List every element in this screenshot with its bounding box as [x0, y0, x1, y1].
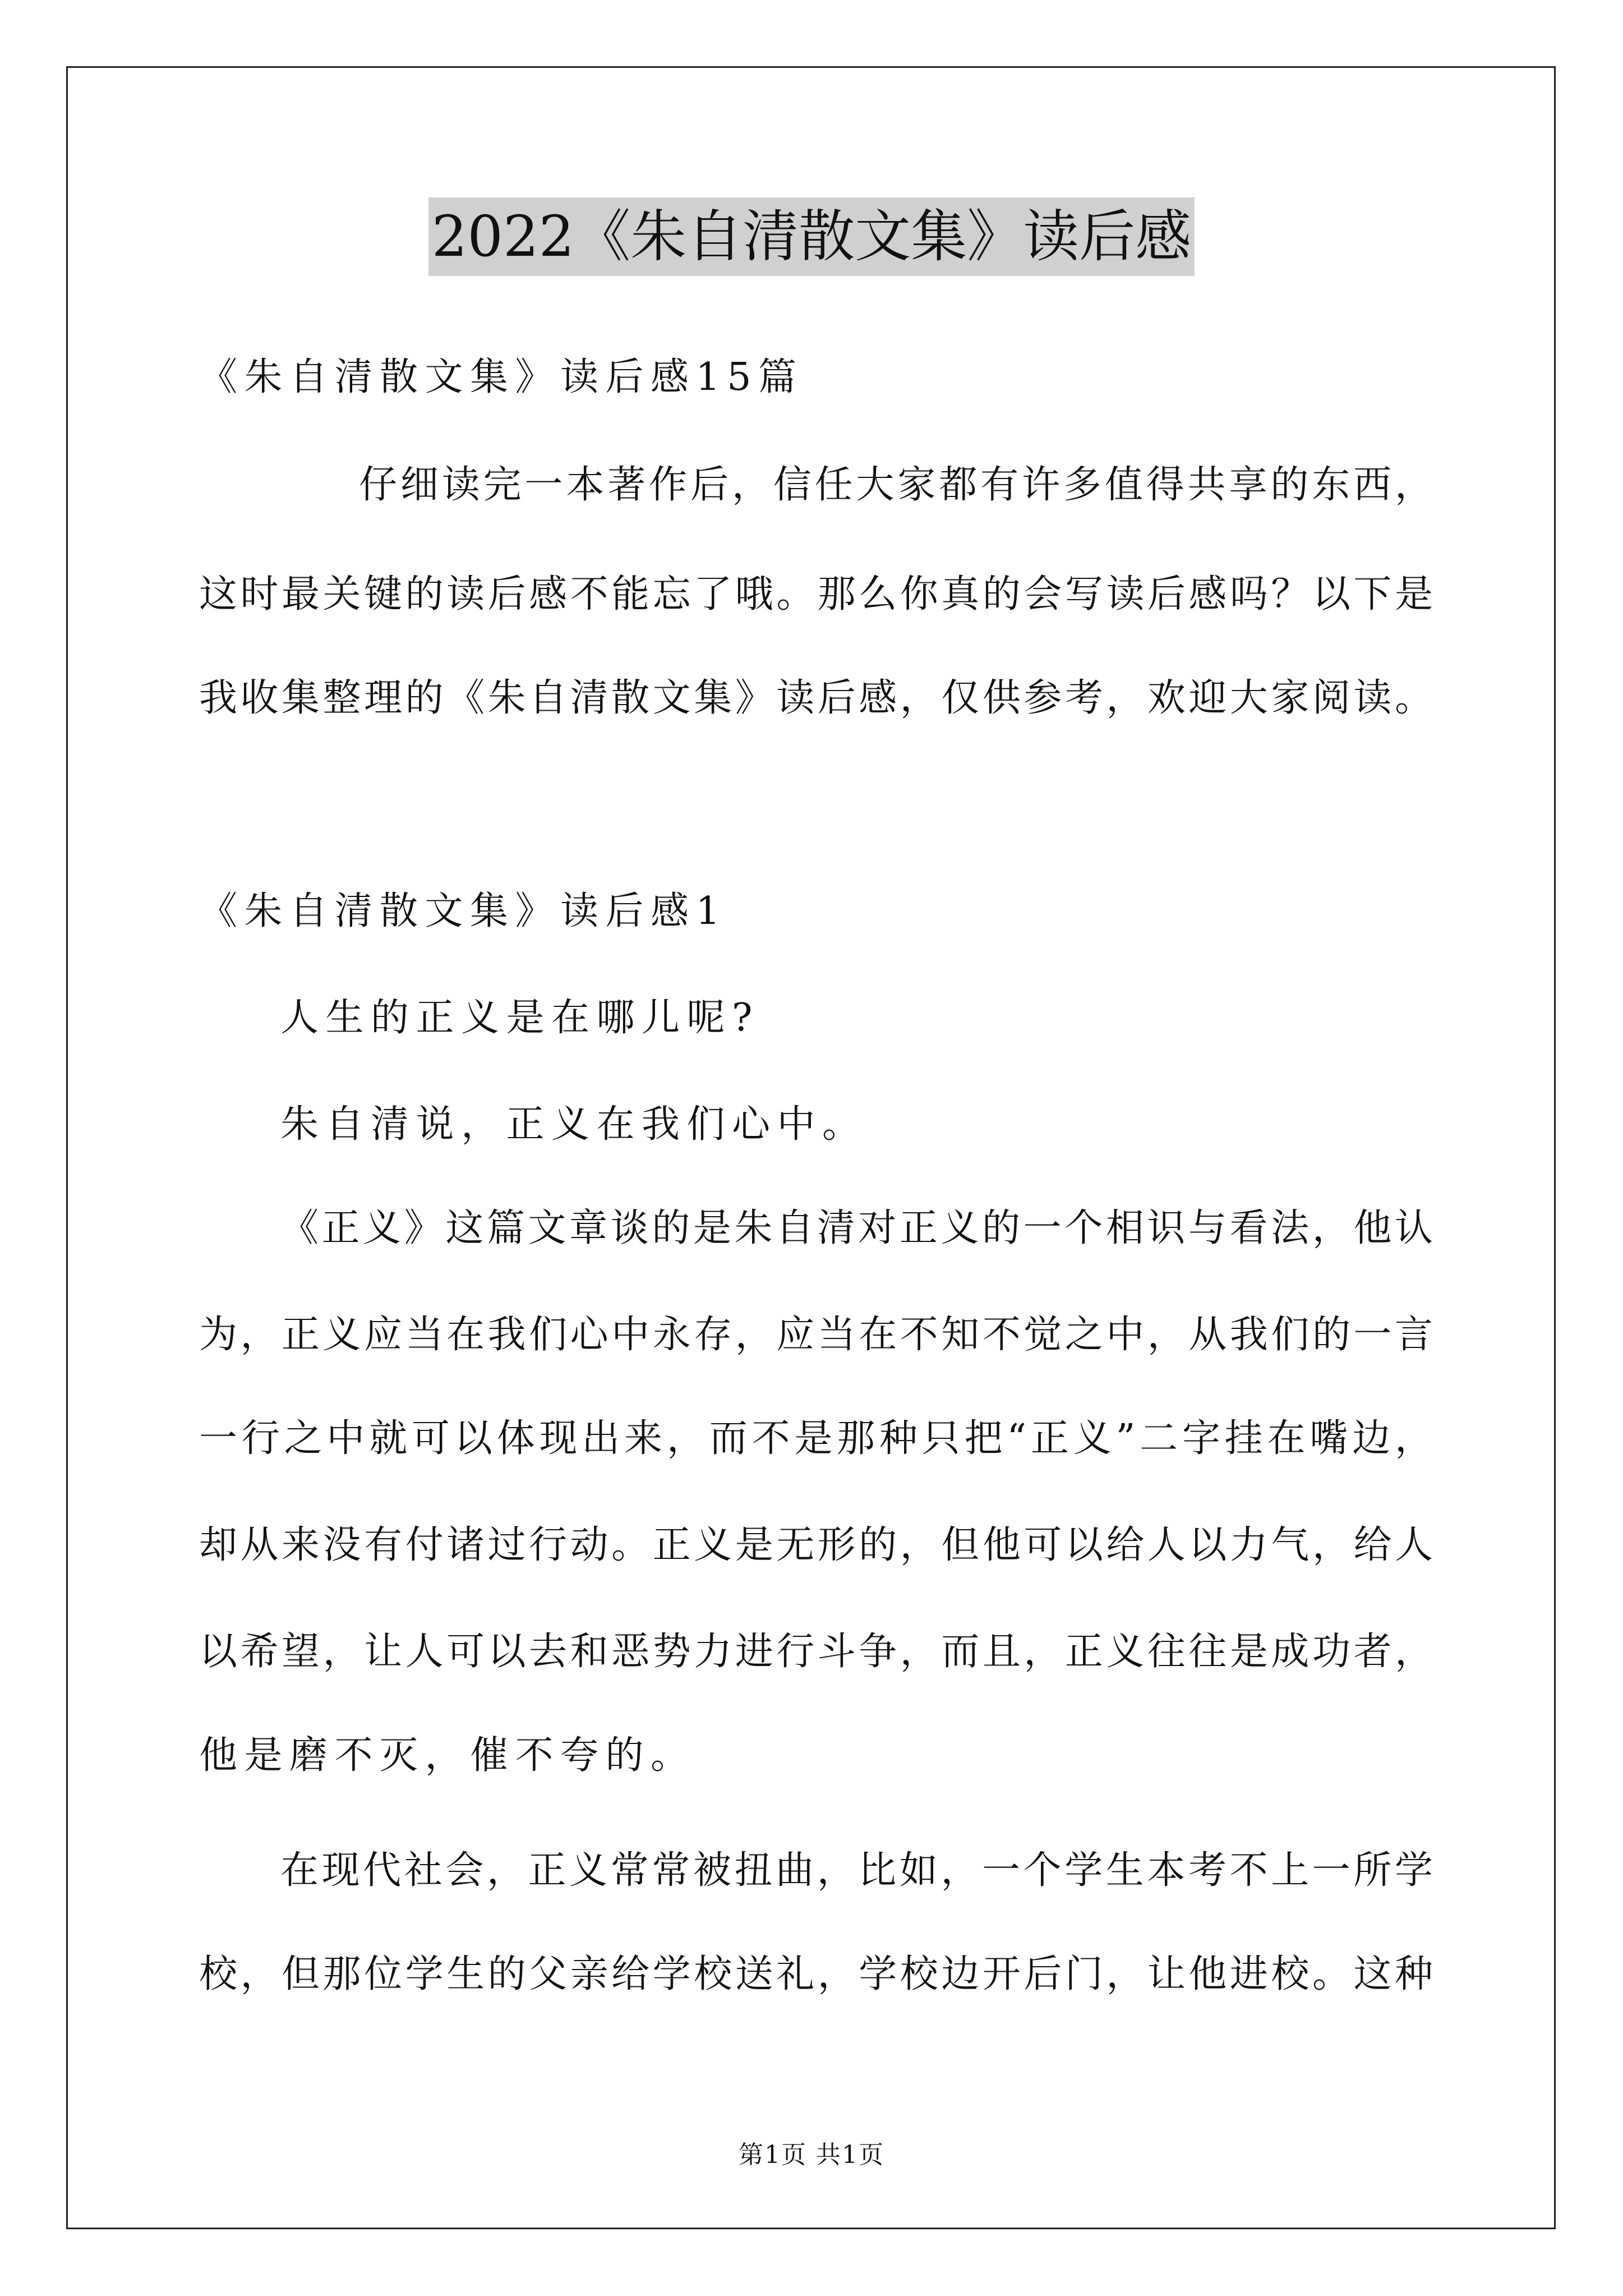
body-line-1: 人生的正义是在哪儿呢? [280, 996, 759, 1040]
intro-line-3: 我收集整理的《朱自清散文集》读后感，仅供参考，欢迎大家阅读。 [199, 676, 1433, 720]
body-line-4: 为，正义应当在我们心中永存，应当在不知不觉之中，从我们的一言 [199, 1313, 1433, 1357]
intro-line-1: 仔细读完一本著作后，信任大家都有许多值得共享的东西， [359, 463, 1433, 507]
document-title: 2022《朱自清散文集》读后感 [428, 197, 1195, 276]
body-line-3: 《正义》这篇文章谈的是朱自清对正义的一个相识与看法，他认 [280, 1206, 1433, 1250]
page-footer: 第1页 共1页 [739, 2141, 884, 2169]
section-heading: 《朱自清散文集》读后感1 [199, 889, 727, 933]
body-line-6: 却从来没有付诸过行动。正义是无形的，但他可以给人以力气，给人 [199, 1523, 1433, 1567]
title-wrap [0, 197, 1623, 276]
body-line-9: 在现代社会，正义常常被扭曲，比如，一个学生本考不上一所学 [280, 1848, 1433, 1893]
body-line-7: 以希望，让人可以去和恶势力进行斗争，而且，正义往往是成功者， [199, 1630, 1433, 1674]
body-line-8: 他是磨不灭，催不夸的。 [199, 1733, 696, 1778]
intro-line-2: 这时最关键的读后感不能忘了哦。那么你真的会写读后感吗？以下是 [199, 572, 1433, 616]
document-subtitle: 《朱自清散文集》读后感15篇 [199, 355, 804, 399]
body-line-5: 一行之中就可以体现出来，而不是那种只把“正义”二字挂在嘴边， [199, 1416, 1433, 1461]
body-line-2: 朱自清说，正义在我们心中。 [280, 1102, 868, 1147]
body-line-10: 校，但那位学生的父亲给学校送礼，学校边开后门，让他进校。这种 [199, 1952, 1433, 1996]
